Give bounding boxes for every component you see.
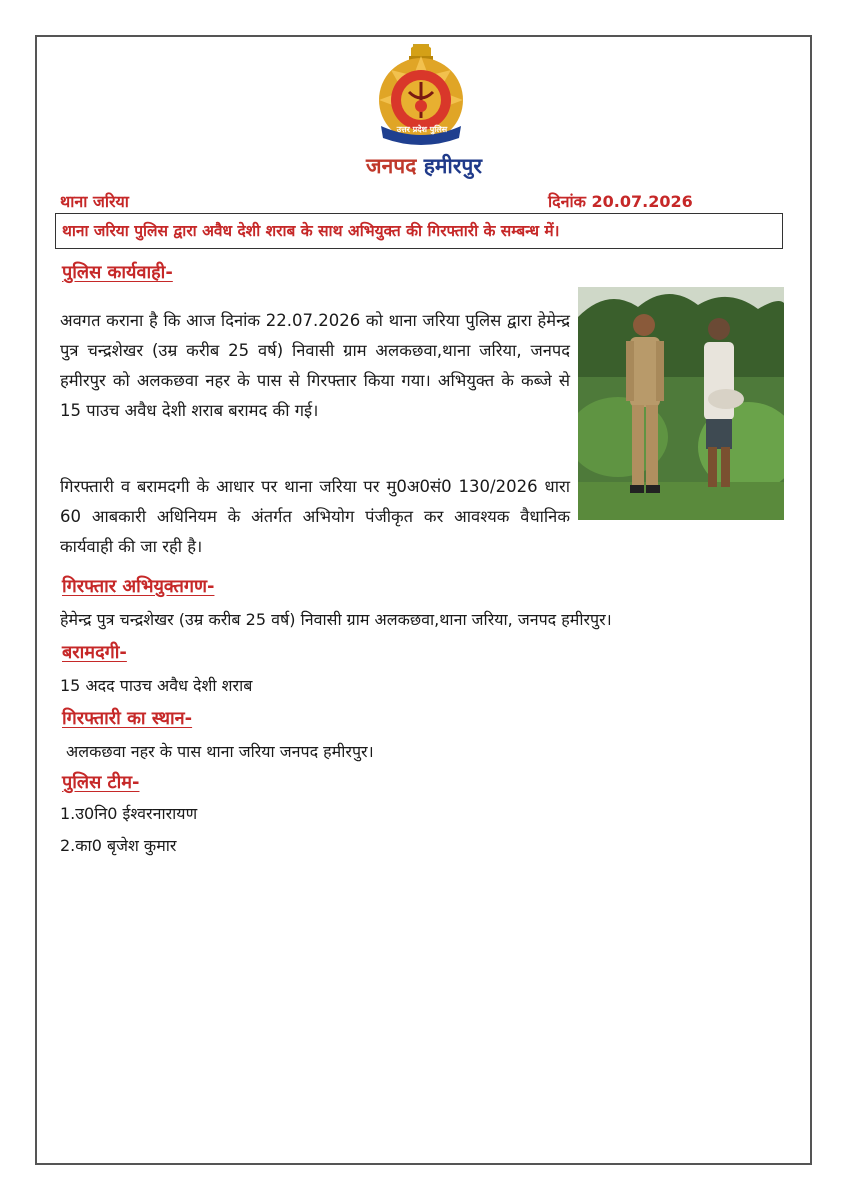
report-date: दिनांक 20.07.2026 (548, 192, 693, 211)
action-paragraph-2: गिरफ्तारी व बरामदगी के आधार पर थाना जरिया पर मु0अ0सं0 130/2026 धारा 60 आबकारी अधिनियम के अंतर्गत अभियोग पंजीकृत कर आवश्यक वैधानिक कार्यवाही की जा रही है। (60, 477, 570, 556)
station-name: थाना जरिया (60, 192, 129, 211)
recovery-details: 15 अदद पाउच अवैध देशी शराब (60, 676, 253, 695)
team-member: 1.उ0नि0 ईश्वरनारायण (60, 804, 198, 823)
section-heading-arrest-place: गिरफ्तारी का स्थान- (62, 708, 193, 729)
district-title (0, 152, 848, 180)
section-heading-accused: गिरफ्तार अभियुक्तगण- (62, 576, 215, 597)
emblem-ribbon-text: उत्तर प्रदेश पुलिस (396, 125, 448, 134)
subject-box: थाना जरिया पुलिस द्वारा अवैध देशी शराब के साथ अभियुक्त की गिरफ्तारी के सम्बन्ध में। (55, 213, 783, 249)
section-heading-police-action: पुलिस कार्यवाही- (62, 262, 173, 283)
document-border (35, 35, 812, 1165)
action-paragraph-1: अवगत कराना है कि आज दिनांक 22.07.2026 को थाना जरिया पुलिस द्वारा हेमेन्द्र पुत्र चन्द्रशेखर (उम्र करीब 25 वर्ष) निवासी ग्राम अलकछवा,थाना जरिया, जनपद हमीरपुर को अलकछवा नहर के पास से गिरफ्तार किया गया। अभियुक्त के कब्जे से 15 पाउच अवैध देशी शराब बरामद की गई। (60, 311, 570, 420)
section-heading-police-team: पुलिस टीम- (62, 772, 140, 793)
accused-details: हेमेन्द्र पुत्र चन्द्रशेखर (उम्र करीब 25 वर्ष) निवासी ग्राम अलकछवा,थाना जरिया, जनपद हमीरपुर। (60, 610, 612, 629)
arrest-place-details: अलकछवा नहर के पास थाना जरिया जनपद हमीरपुर। (66, 742, 374, 761)
section-heading-recovery: बरामदगी- (62, 642, 127, 663)
arrest-photo (578, 287, 784, 520)
team-member: 2.का0 बृजेश कुमार (60, 836, 177, 855)
district-label: जनपद (366, 154, 417, 178)
district-name: हमीरपुर (423, 154, 482, 178)
